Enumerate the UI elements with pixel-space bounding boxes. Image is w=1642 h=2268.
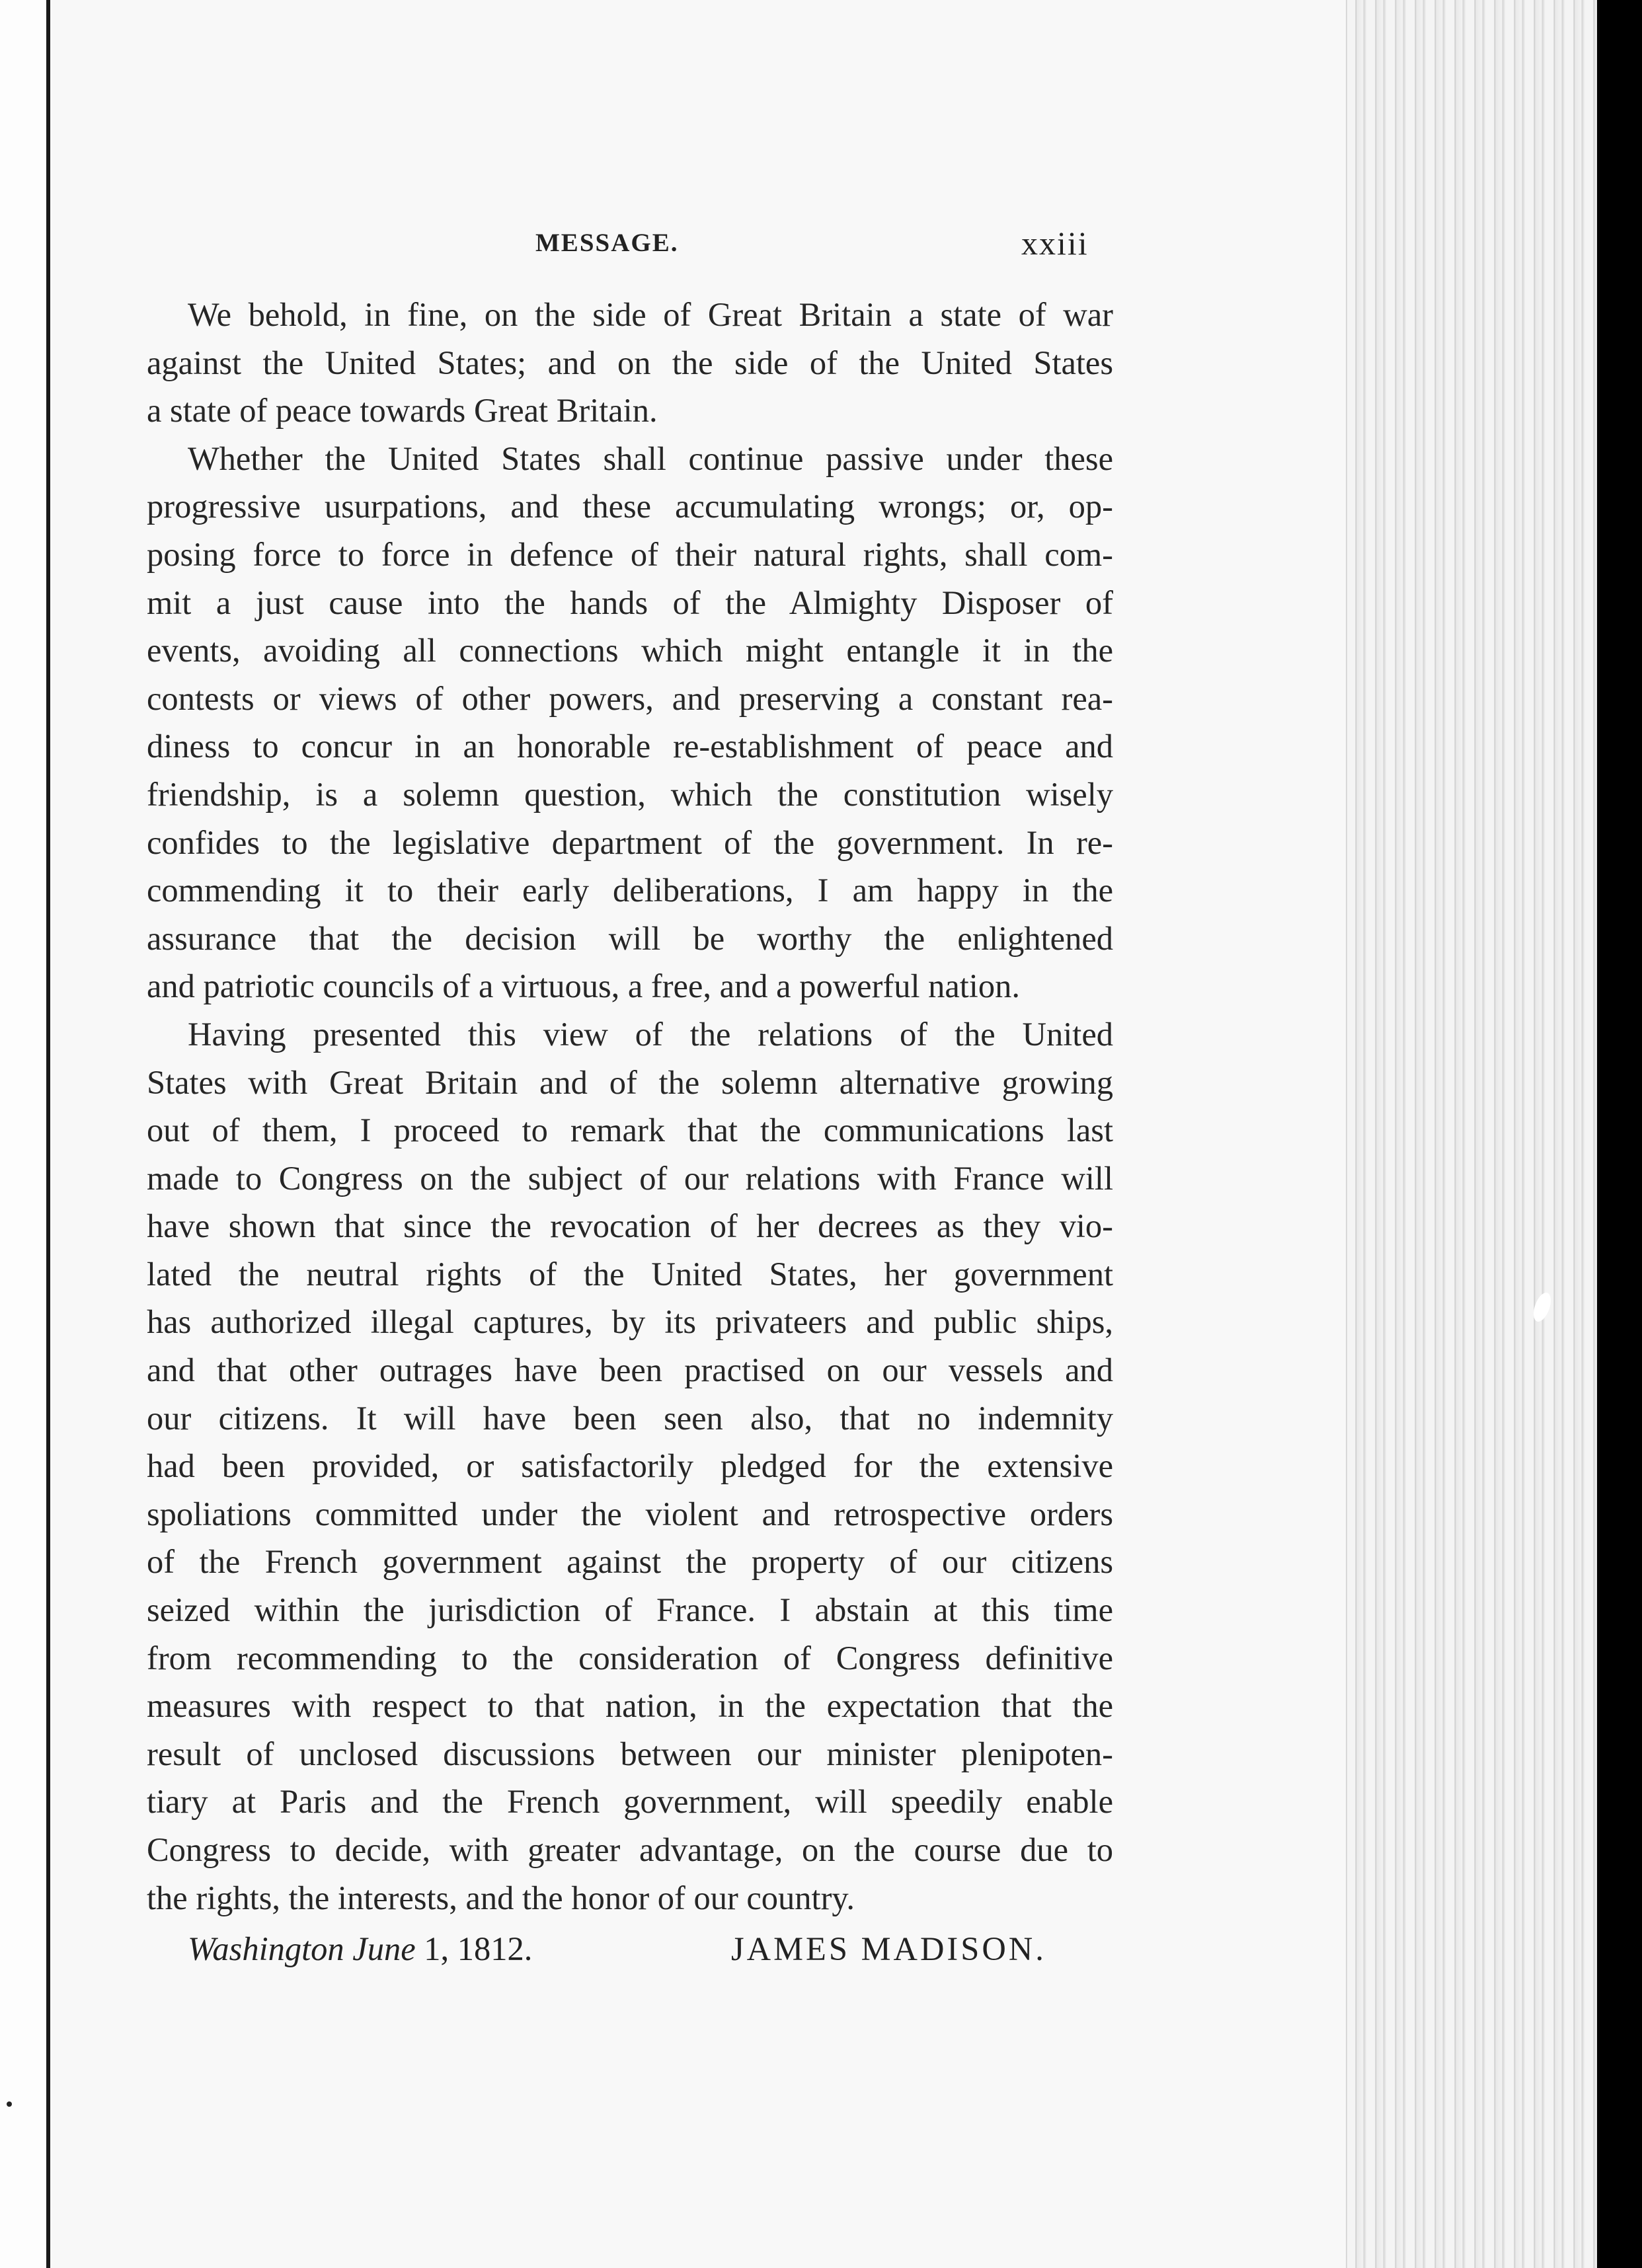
text-line: events, avoiding all connections which might entangle it in the bbox=[147, 632, 1113, 669]
running-header bbox=[0, 225, 1642, 268]
signature-day-year: 1, 1812. bbox=[424, 1930, 533, 1967]
signature-name: JAMES MADISON. bbox=[731, 1930, 1046, 1967]
text-line: had been provided, or satisfactorily pledged for the extensive bbox=[147, 1447, 1113, 1485]
text-line: and that other outrages have been practised on our vessels and bbox=[147, 1351, 1113, 1389]
text-line: confides to the legislative department of the government. In re- bbox=[147, 823, 1113, 861]
text-line: Having presented this view of the relations of the United bbox=[188, 1015, 1113, 1053]
text-line: diness to concur in an honorable re-establishment of peace and bbox=[147, 728, 1113, 765]
text-line: We behold, in fine, on the side of Great Britain a state of war bbox=[188, 296, 1113, 333]
text-line: result of unclosed discussions between our minister plenipoten- bbox=[147, 1735, 1113, 1772]
text-line: States with Great Britain and of the solemn alternative growing bbox=[147, 1063, 1113, 1101]
text-line: lated the neutral rights of the United States, her government bbox=[147, 1255, 1113, 1293]
text-line: the rights, the interests, and the honor of our country. bbox=[147, 1879, 855, 1916]
text-line: contests or views of other powers, and preserving a constant rea- bbox=[147, 679, 1113, 717]
text-line: assurance that the decision will be worthy the enlightened bbox=[147, 919, 1113, 957]
text-line: measures with respect to that nation, in the expectation that the bbox=[147, 1687, 1113, 1725]
running-header-title: MESSAGE. bbox=[535, 229, 679, 257]
text-line: commending it to their early deliberations, I am happy in the bbox=[147, 872, 1113, 909]
text-line: has authorized illegal captures, by its privateers and public ships, bbox=[147, 1303, 1113, 1341]
text-line: of the French government against the property of our citizens bbox=[147, 1543, 1113, 1581]
left-binding-margin bbox=[0, 0, 50, 2268]
text-line: our citizens. It will have been seen also, that no indemnity bbox=[147, 1399, 1113, 1437]
text-line: progressive usurpations, and these accumulating wrongs; or, op- bbox=[147, 488, 1113, 525]
signature-month: June bbox=[352, 1930, 416, 1967]
text-line: spoliations committed under the violent and retrospective orders bbox=[147, 1495, 1113, 1532]
text-line: out of them, I proceed to remark that the communications last bbox=[147, 1112, 1113, 1149]
text-line: from recommending to the consideration of Congress definitive bbox=[147, 1639, 1113, 1677]
text-line: against the United States; and on the side of the United States bbox=[147, 344, 1113, 381]
signature-block bbox=[188, 1930, 1126, 1983]
text-line: friendship, is a solemn question, which the constitution wisely bbox=[147, 775, 1113, 813]
text-line: have shown that since the revocation of her decrees as they vio- bbox=[147, 1207, 1113, 1245]
text-line: and patriotic councils of a virtuous, a free, and a powerful nation. bbox=[147, 967, 1020, 1005]
text-line: made to Congress on the subject of our relations with France will bbox=[147, 1159, 1113, 1197]
page-number: xxiii bbox=[1021, 225, 1089, 262]
text-line: Whether the United States shall continue passive under these bbox=[188, 439, 1113, 477]
scan-border-right bbox=[1597, 0, 1642, 2268]
text-line: mit a just cause into the hands of the Almighty Disposer of bbox=[147, 584, 1113, 621]
message-text bbox=[147, 291, 1113, 1922]
text-line: posing force to force in defence of their natural rights, shall com- bbox=[147, 535, 1113, 573]
stacked-page-edges bbox=[1346, 0, 1598, 2268]
text-line: seized within the jurisdiction of France. I abstain at this time bbox=[147, 1591, 1113, 1629]
signature-place: Washington bbox=[188, 1930, 344, 1967]
text-line: a state of peace towards Great Britain. bbox=[147, 392, 658, 430]
text-line: Congress to decide, with greater advantage, on the course due to bbox=[147, 1831, 1113, 1868]
signature-date bbox=[188, 1930, 532, 1968]
text-line: tiary at Paris and the French government, will speedily enable bbox=[147, 1783, 1113, 1821]
scan-speck bbox=[7, 2101, 12, 2107]
